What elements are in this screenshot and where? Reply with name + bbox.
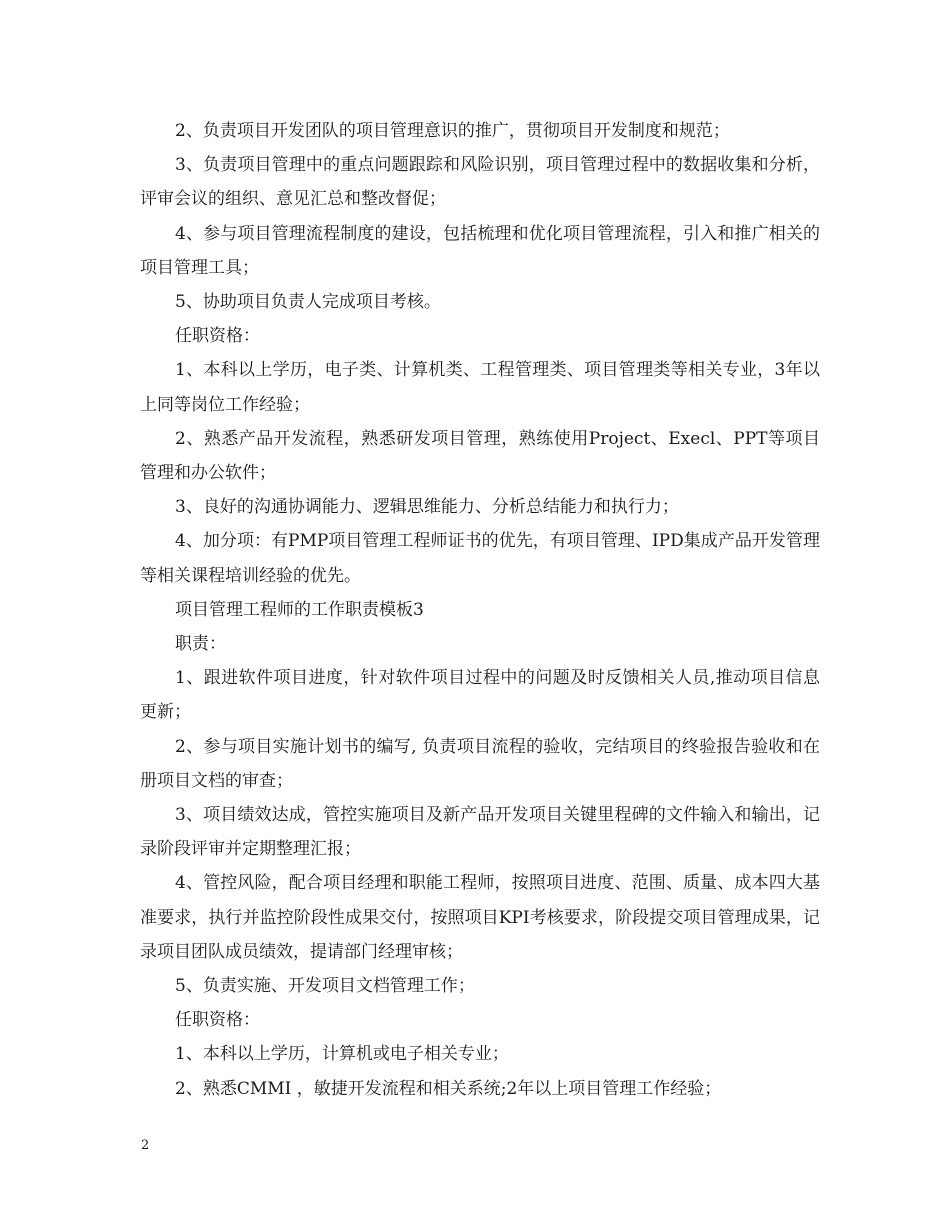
- document-body: [140, 114, 820, 1106]
- paragraph: 2、熟悉CMMI ，敏捷开发流程和相关系统;2年以上项目管理工作经验；: [175, 1078, 722, 1099]
- paragraph: 2、熟悉产品开发流程，熟悉研发项目管理，熟练使用Project、Execl、PPT等项目管理和办公软件；: [140, 428, 820, 484]
- section-heading: 任职资格：: [175, 1010, 260, 1031]
- page-number: 2: [141, 1138, 150, 1153]
- paragraph: 4、管控风险，配合项目经理和职能工程师，按照项目进度、范围、质量、成本四大基准要求，执行并监控阶段性成果交付，按照项目KPI考核要求，阶段提交项目管理成果，记录项目团队成员绩效，提请部门经理审核；: [140, 873, 820, 962]
- section-heading: 任职资格：: [175, 326, 260, 347]
- paragraph: 1、跟进软件项目进度，针对软件项目过程中的问题及时反馈相关人员,推动项目信息更新；: [140, 668, 820, 723]
- paragraph: 3、良好的沟通协调能力、逻辑思维能力、分析总结能力和执行力；: [175, 497, 679, 518]
- paragraph: 1、本科以上学历，电子类、计算机类、工程管理类、项目管理类等相关专业，3年以上同等岗位工作经验；: [140, 360, 820, 415]
- paragraph: 5、负责实施、开发项目文档管理工作；: [175, 976, 475, 997]
- paragraph: 3、负责项目管理中的重点问题跟踪和风险识别，项目管理过程中的数据收集和分析，评审会议的组织、意见汇总和整改督促；: [140, 155, 820, 210]
- paragraph: 4、加分项：有PMP项目管理工程师证书的优先，有项目管理、IPD集成产品开发管理等相关课程培训经验的优先。: [140, 531, 820, 586]
- paragraph: 1、本科以上学历，计算机或电子相关专业；: [175, 1044, 509, 1065]
- section-heading: 职责：: [175, 634, 226, 655]
- paragraph: 2、参与项目实施计划书的编写, 负责项目流程的验收，完结项目的终验报告验收和在册项目文档的审查；: [140, 736, 820, 791]
- paragraph: 5、协助项目负责人完成项目考核。: [175, 292, 441, 313]
- paragraph: 4、参与项目管理流程制度的建设，包括梳理和优化项目管理流程，引入和推广相关的项目管理工具；: [140, 223, 820, 278]
- paragraph: 2、负责项目开发团队的项目管理意识的推广，贯彻项目开发制度和规范；: [175, 121, 730, 141]
- paragraph: 3、项目绩效达成，管控实施项目及新产品开发项目关键里程碑的文件输入和输出，记录阶段评审并定期整理汇报；: [140, 805, 820, 860]
- template-title: 项目管理工程师的工作职责模板3: [175, 599, 424, 620]
